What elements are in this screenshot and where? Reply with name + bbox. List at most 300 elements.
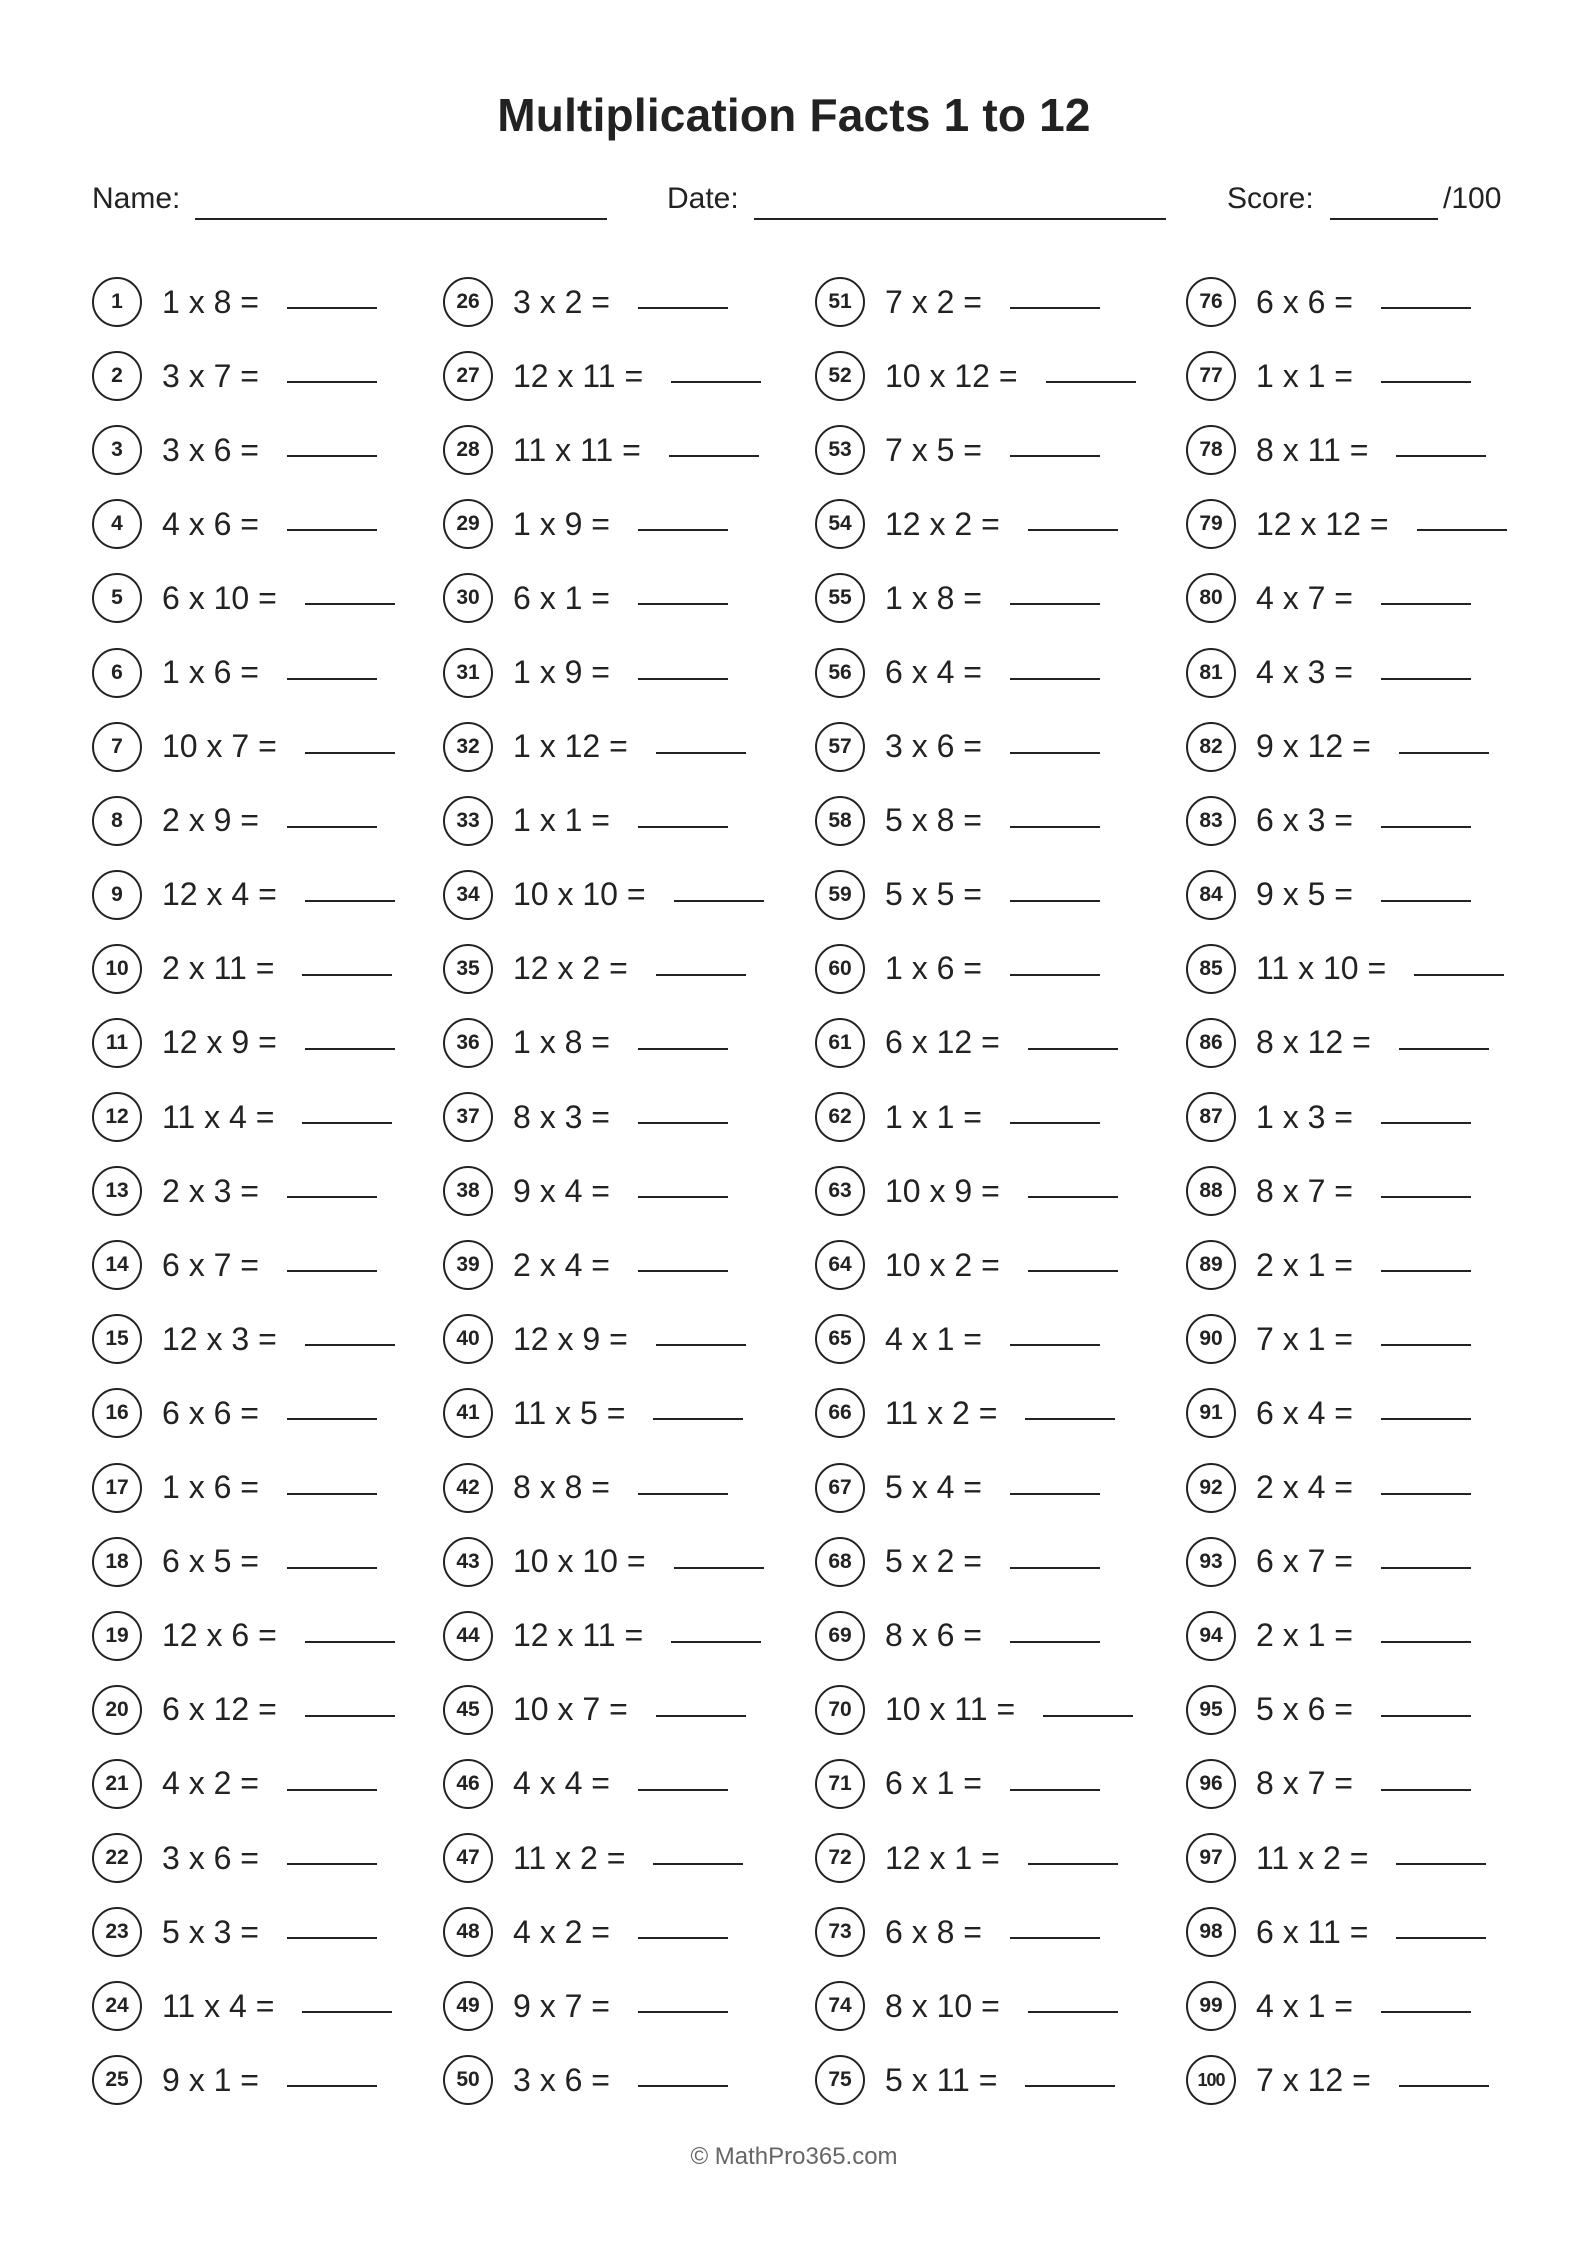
problem-number-badge: 85 <box>1186 944 1236 994</box>
problem-text: 6 x 8 = <box>885 1913 982 1950</box>
answer-blank[interactable] <box>1381 1567 1471 1569</box>
problem-row <box>1186 1376 1507 1450</box>
problem-text: 6 x 6 = <box>162 1394 259 1431</box>
answer-blank[interactable] <box>305 1641 395 1643</box>
problem-text: 4 x 4 = <box>513 1765 610 1802</box>
problem-text: 1 x 6 = <box>162 654 259 691</box>
answer-blank[interactable] <box>1028 2011 1118 2013</box>
problem-row <box>1186 1080 1507 1154</box>
problem-number-badge: 47 <box>443 1833 493 1883</box>
problem-number-badge: 5 <box>92 573 142 623</box>
problem-text: 1 x 3 = <box>1256 1098 1353 1135</box>
answer-blank[interactable] <box>638 2011 728 2013</box>
problem-number-badge: 4 <box>92 499 142 549</box>
answer-blank[interactable] <box>1028 1863 1118 1865</box>
problem-text: 8 x 7 = <box>1256 1765 1353 1802</box>
problem-number-badge: 65 <box>815 1314 865 1364</box>
problem-text: 8 x 12 = <box>1256 1024 1371 1061</box>
answer-blank[interactable] <box>287 678 377 680</box>
problem-row <box>815 710 1136 784</box>
answer-blank[interactable] <box>287 1863 377 1865</box>
problem-row <box>92 1451 395 1525</box>
problem-row <box>1186 413 1507 487</box>
problem-number-badge: 8 <box>92 796 142 846</box>
problem-text: 2 x 1 = <box>1256 1617 1353 1654</box>
answer-blank[interactable] <box>287 1418 377 1420</box>
answer-blank[interactable] <box>287 455 377 457</box>
problem-number-badge: 72 <box>815 1833 865 1883</box>
problem-text: 1 x 8 = <box>513 1024 610 1061</box>
problem-row <box>1186 635 1507 709</box>
problem-row <box>815 635 1136 709</box>
problem-number-badge: 45 <box>443 1685 493 1735</box>
problem-column <box>443 265 764 2117</box>
problem-number-badge: 54 <box>815 499 865 549</box>
problem-number-badge: 80 <box>1186 573 1236 623</box>
problem-number-badge: 1 <box>92 277 142 327</box>
answer-blank[interactable] <box>638 1196 728 1198</box>
problem-text: 12 x 6 = <box>162 1617 277 1654</box>
answer-blank[interactable] <box>638 826 728 828</box>
answer-blank[interactable] <box>1010 1493 1100 1495</box>
answer-blank[interactable] <box>287 2085 377 2087</box>
answer-blank[interactable] <box>1396 1937 1486 1939</box>
problem-row <box>443 1525 764 1599</box>
problem-text: 3 x 2 = <box>513 283 610 320</box>
answer-blank[interactable] <box>1046 381 1136 383</box>
answer-blank[interactable] <box>656 752 746 754</box>
problem-row <box>443 339 764 413</box>
problem-text: 8 x 3 = <box>513 1098 610 1135</box>
problem-number-badge: 81 <box>1186 648 1236 698</box>
answer-blank[interactable] <box>1010 1789 1100 1791</box>
answer-blank[interactable] <box>1381 381 1471 383</box>
problem-text: 4 x 3 = <box>1256 654 1353 691</box>
answer-blank[interactable] <box>1010 1567 1100 1569</box>
problem-column <box>1186 265 1507 2117</box>
problem-text: 6 x 7 = <box>1256 1543 1353 1580</box>
answer-blank[interactable] <box>302 974 392 976</box>
problem-number-badge: 19 <box>92 1611 142 1661</box>
problem-number-badge: 31 <box>443 648 493 698</box>
problem-row <box>815 1599 1136 1673</box>
problem-number-badge: 99 <box>1186 1981 1236 2031</box>
problem-row <box>1186 1154 1507 1228</box>
answer-blank[interactable] <box>638 1493 728 1495</box>
problem-row <box>1186 710 1507 784</box>
answer-blank[interactable] <box>1381 826 1471 828</box>
problem-text: 8 x 10 = <box>885 1987 1000 2024</box>
answer-blank[interactable] <box>1381 2011 1471 2013</box>
problem-row <box>443 635 764 709</box>
problem-row <box>443 1747 764 1821</box>
problem-row <box>815 1673 1136 1747</box>
problem-row <box>815 561 1136 635</box>
answer-blank[interactable] <box>638 529 728 531</box>
answer-blank[interactable] <box>1043 1715 1133 1717</box>
problem-number-badge: 77 <box>1186 351 1236 401</box>
problem-row <box>443 1673 764 1747</box>
problem-column <box>92 265 395 2117</box>
answer-blank[interactable] <box>1381 1715 1471 1717</box>
problem-row <box>443 1376 764 1450</box>
answer-blank[interactable] <box>1417 529 1507 531</box>
problem-row <box>92 1673 395 1747</box>
problem-number-badge: 57 <box>815 722 865 772</box>
problem-number-badge: 20 <box>92 1685 142 1735</box>
problem-number-badge: 56 <box>815 648 865 698</box>
problem-text: 6 x 12 = <box>162 1691 277 1728</box>
problem-number-badge: 67 <box>815 1463 865 1513</box>
answer-blank[interactable] <box>287 1270 377 1272</box>
problem-number-badge: 82 <box>1186 722 1236 772</box>
problem-number-badge: 28 <box>443 425 493 475</box>
answer-blank[interactable] <box>1010 1937 1100 1939</box>
problem-row <box>92 710 395 784</box>
problem-text: 3 x 6 = <box>513 2061 610 2098</box>
problem-row <box>815 784 1136 858</box>
problem-text: 3 x 6 = <box>162 1839 259 1876</box>
problem-text: 1 x 8 = <box>162 283 259 320</box>
problem-row <box>443 1302 764 1376</box>
problem-row <box>815 1451 1136 1525</box>
problem-number-badge: 40 <box>443 1314 493 1364</box>
problem-number-badge: 24 <box>92 1981 142 2031</box>
problem-number-badge: 87 <box>1186 1092 1236 1142</box>
problem-text: 3 x 6 = <box>162 431 259 468</box>
problem-number-badge: 97 <box>1186 1833 1236 1883</box>
problem-number-badge: 26 <box>443 277 493 327</box>
problem-number-badge: 60 <box>815 944 865 994</box>
copyright-footer: © MathPro365.com <box>690 2143 898 2170</box>
problem-text: 9 x 1 = <box>162 2061 259 2098</box>
problem-text: 11 x 10 = <box>1256 950 1387 987</box>
answer-blank[interactable] <box>1381 307 1471 309</box>
problem-row <box>815 1895 1136 1969</box>
problem-row <box>92 1821 395 1895</box>
problem-row <box>92 413 395 487</box>
problem-row <box>1186 1228 1507 1302</box>
problem-row <box>443 1228 764 1302</box>
problem-text: 5 x 8 = <box>885 802 982 839</box>
problem-row <box>443 1895 764 1969</box>
answer-blank[interactable] <box>674 900 764 902</box>
score-label: Score: <box>1227 182 1314 215</box>
problem-text: 11 x 2 = <box>885 1394 998 1431</box>
answer-blank[interactable] <box>1381 678 1471 680</box>
answer-blank[interactable] <box>305 1715 395 1717</box>
problem-number-badge: 33 <box>443 796 493 846</box>
answer-blank[interactable] <box>1028 1270 1118 1272</box>
problem-row <box>1186 1006 1507 1080</box>
answer-blank[interactable] <box>1028 1048 1118 1050</box>
answer-blank[interactable] <box>305 900 395 902</box>
problem-text: 2 x 1 = <box>1256 1246 1353 1283</box>
problem-number-badge: 75 <box>815 2055 865 2105</box>
problem-number-badge: 55 <box>815 573 865 623</box>
problem-number-badge: 100 <box>1186 2055 1236 2105</box>
problem-number-badge: 74 <box>815 1981 865 2031</box>
problem-row <box>815 1080 1136 1154</box>
problem-text: 6 x 11 = <box>1256 1913 1369 1950</box>
answer-blank[interactable] <box>287 826 377 828</box>
problem-number-badge: 29 <box>443 499 493 549</box>
answer-blank[interactable] <box>287 1937 377 1939</box>
name-label: Name: <box>92 182 181 215</box>
answer-blank[interactable] <box>1028 1196 1118 1198</box>
problem-text: 12 x 11 = <box>513 1617 644 1654</box>
answer-blank[interactable] <box>1010 455 1100 457</box>
answer-blank[interactable] <box>1381 900 1471 902</box>
problem-row <box>815 413 1136 487</box>
problem-row <box>443 1080 764 1154</box>
problem-text: 6 x 4 = <box>885 654 982 691</box>
problem-row <box>815 1821 1136 1895</box>
problem-number-badge: 16 <box>92 1388 142 1438</box>
problem-number-badge: 79 <box>1186 499 1236 549</box>
problem-number-badge: 46 <box>443 1759 493 1809</box>
answer-blank[interactable] <box>1010 826 1100 828</box>
problem-number-badge: 69 <box>815 1611 865 1661</box>
answer-blank[interactable] <box>1414 974 1504 976</box>
problem-row <box>92 265 395 339</box>
problem-row <box>1186 487 1507 561</box>
problem-row <box>92 1969 395 2043</box>
problem-number-badge: 91 <box>1186 1388 1236 1438</box>
problem-row <box>92 1747 395 1821</box>
problem-number-badge: 17 <box>92 1463 142 1513</box>
answer-blank[interactable] <box>1381 1418 1471 1420</box>
problem-row <box>92 1006 395 1080</box>
answer-blank[interactable] <box>653 1418 743 1420</box>
answer-blank[interactable] <box>1010 752 1100 754</box>
problem-text: 9 x 5 = <box>1256 876 1353 913</box>
answer-blank[interactable] <box>1381 1493 1471 1495</box>
answer-blank[interactable] <box>287 1789 377 1791</box>
problem-row <box>443 561 764 635</box>
problem-text: 2 x 11 = <box>162 950 275 987</box>
answer-blank[interactable] <box>1399 1048 1489 1050</box>
problem-number-badge: 96 <box>1186 1759 1236 1809</box>
problem-row <box>443 858 764 932</box>
problem-number-badge: 14 <box>92 1240 142 1290</box>
problem-text: 12 x 1 = <box>885 1839 1000 1876</box>
problem-text: 8 x 7 = <box>1256 1172 1353 1209</box>
answer-blank[interactable] <box>638 678 728 680</box>
problem-row <box>1186 265 1507 339</box>
problem-text: 10 x 9 = <box>885 1172 1000 1209</box>
answer-blank[interactable] <box>287 381 377 383</box>
answer-blank[interactable] <box>674 1567 764 1569</box>
answer-blank[interactable] <box>287 307 377 309</box>
answer-blank[interactable] <box>287 529 377 531</box>
problem-row <box>1186 1302 1507 1376</box>
answer-blank[interactable] <box>638 1270 728 1272</box>
answer-blank[interactable] <box>669 455 759 457</box>
problem-number-badge: 76 <box>1186 277 1236 327</box>
answer-blank[interactable] <box>638 1048 728 1050</box>
answer-blank[interactable] <box>638 1122 728 1124</box>
problem-text: 4 x 6 = <box>162 505 259 542</box>
problem-row <box>443 932 764 1006</box>
answer-blank[interactable] <box>1010 974 1100 976</box>
problem-row <box>92 1228 395 1302</box>
problem-number-badge: 51 <box>815 277 865 327</box>
answer-blank[interactable] <box>305 752 395 754</box>
problem-row <box>1186 1821 1507 1895</box>
answer-blank[interactable] <box>671 1641 761 1643</box>
answer-blank[interactable] <box>1399 2085 1489 2087</box>
problem-row <box>1186 339 1507 413</box>
problem-row <box>443 1599 764 1673</box>
answer-blank[interactable] <box>1381 1789 1471 1791</box>
problem-row <box>92 858 395 932</box>
answer-blank[interactable] <box>638 307 728 309</box>
problem-text: 10 x 10 = <box>513 876 646 913</box>
problem-text: 1 x 1 = <box>885 1098 982 1135</box>
problem-number-badge: 25 <box>92 2055 142 2105</box>
problem-text: 4 x 1 = <box>1256 1987 1353 2024</box>
problem-text: 6 x 4 = <box>1256 1394 1353 1431</box>
answer-blank[interactable] <box>1028 529 1118 531</box>
problem-number-badge: 64 <box>815 1240 865 1290</box>
answer-blank[interactable] <box>1025 1418 1115 1420</box>
problem-row <box>92 635 395 709</box>
problem-number-badge: 53 <box>815 425 865 475</box>
problem-number-badge: 6 <box>92 648 142 698</box>
problem-number-badge: 10 <box>92 944 142 994</box>
problem-row <box>815 2043 1136 2117</box>
problem-row <box>443 413 764 487</box>
problem-text: 12 x 11 = <box>513 357 644 394</box>
problem-text: 9 x 4 = <box>513 1172 610 1209</box>
problem-number-badge: 43 <box>443 1537 493 1587</box>
problem-number-badge: 2 <box>92 351 142 401</box>
answer-blank[interactable] <box>1025 2085 1115 2087</box>
answer-blank[interactable] <box>656 1344 746 1346</box>
answer-blank[interactable] <box>671 381 761 383</box>
problem-row <box>1186 561 1507 635</box>
problem-number-badge: 70 <box>815 1685 865 1735</box>
answer-blank[interactable] <box>656 1715 746 1717</box>
answer-blank[interactable] <box>653 1863 743 1865</box>
answer-blank[interactable] <box>1381 1196 1471 1198</box>
answer-blank[interactable] <box>305 1344 395 1346</box>
problem-number-badge: 41 <box>443 1388 493 1438</box>
problem-text: 10 x 7 = <box>513 1691 628 1728</box>
problem-number-badge: 18 <box>92 1537 142 1587</box>
problem-text: 10 x 12 = <box>885 357 1018 394</box>
problem-text: 6 x 6 = <box>1256 283 1353 320</box>
answer-blank[interactable] <box>305 1048 395 1050</box>
answer-blank[interactable] <box>1399 752 1489 754</box>
problem-text: 1 x 6 = <box>162 1469 259 1506</box>
answer-blank[interactable] <box>1381 1344 1471 1346</box>
answer-blank[interactable] <box>638 603 728 605</box>
problem-text: 6 x 1 = <box>885 1765 982 1802</box>
problem-row <box>1186 784 1507 858</box>
problem-row <box>443 710 764 784</box>
answer-blank[interactable] <box>1396 455 1486 457</box>
answer-blank[interactable] <box>287 1567 377 1569</box>
problem-row <box>815 487 1136 561</box>
problem-number-badge: 68 <box>815 1537 865 1587</box>
answer-blank[interactable] <box>1381 603 1471 605</box>
page-title: Multiplication Facts 1 to 12 <box>497 89 1091 141</box>
answer-blank[interactable] <box>287 1493 377 1495</box>
problem-row <box>815 1525 1136 1599</box>
problem-row <box>92 1080 395 1154</box>
answer-blank[interactable] <box>638 1789 728 1791</box>
problem-row <box>1186 932 1507 1006</box>
problem-number-badge: 9 <box>92 870 142 920</box>
problem-row <box>815 1228 1136 1302</box>
answer-blank[interactable] <box>1381 1270 1471 1272</box>
problem-row <box>443 2043 764 2117</box>
problem-text: 1 x 9 = <box>513 505 610 542</box>
problem-text: 10 x 2 = <box>885 1246 1000 1283</box>
problem-text: 2 x 9 = <box>162 802 259 839</box>
answer-blank[interactable] <box>656 974 746 976</box>
problem-text: 3 x 7 = <box>162 357 259 394</box>
problem-number-badge: 22 <box>92 1833 142 1883</box>
problem-text: 2 x 3 = <box>162 1172 259 1209</box>
problem-text: 5 x 11 = <box>885 2061 998 2098</box>
answer-blank[interactable] <box>638 1937 728 1939</box>
problem-text: 12 x 4 = <box>162 876 277 913</box>
problem-number-badge: 12 <box>92 1092 142 1142</box>
problem-row <box>815 1747 1136 1821</box>
problem-text: 6 x 3 = <box>1256 802 1353 839</box>
answer-blank[interactable] <box>305 603 395 605</box>
answer-blank[interactable] <box>1010 1344 1100 1346</box>
answer-blank[interactable] <box>1396 1863 1486 1865</box>
problem-number-badge: 83 <box>1186 796 1236 846</box>
problem-row <box>815 1969 1136 2043</box>
problem-row <box>1186 1969 1507 2043</box>
answer-blank[interactable] <box>1381 1641 1471 1643</box>
answer-blank[interactable] <box>1010 678 1100 680</box>
problem-row <box>1186 1747 1507 1821</box>
answer-blank[interactable] <box>638 2085 728 2087</box>
problem-text: 10 x 10 = <box>513 1543 646 1580</box>
problem-number-badge: 52 <box>815 351 865 401</box>
problem-number-badge: 34 <box>443 870 493 920</box>
problem-row <box>815 932 1136 1006</box>
problem-text: 7 x 5 = <box>885 431 982 468</box>
problem-row <box>815 1302 1136 1376</box>
problem-number-badge: 7 <box>92 722 142 772</box>
problem-row <box>1186 2043 1507 2117</box>
problem-number-badge: 35 <box>443 944 493 994</box>
problem-number-badge: 78 <box>1186 425 1236 475</box>
answer-blank[interactable] <box>1010 1641 1100 1643</box>
problem-row <box>443 1006 764 1080</box>
answer-blank[interactable] <box>1010 900 1100 902</box>
problem-row <box>92 932 395 1006</box>
answer-blank[interactable] <box>302 2011 392 2013</box>
answer-blank[interactable] <box>1381 1122 1471 1124</box>
problem-row <box>92 784 395 858</box>
problem-row <box>1186 1451 1507 1525</box>
answer-blank[interactable] <box>287 1196 377 1198</box>
problem-text: 5 x 5 = <box>885 876 982 913</box>
answer-blank[interactable] <box>1010 603 1100 605</box>
answer-blank[interactable] <box>302 1122 392 1124</box>
answer-blank[interactable] <box>1010 1122 1100 1124</box>
answer-blank[interactable] <box>1010 307 1100 309</box>
problem-text: 6 x 12 = <box>885 1024 1000 1061</box>
